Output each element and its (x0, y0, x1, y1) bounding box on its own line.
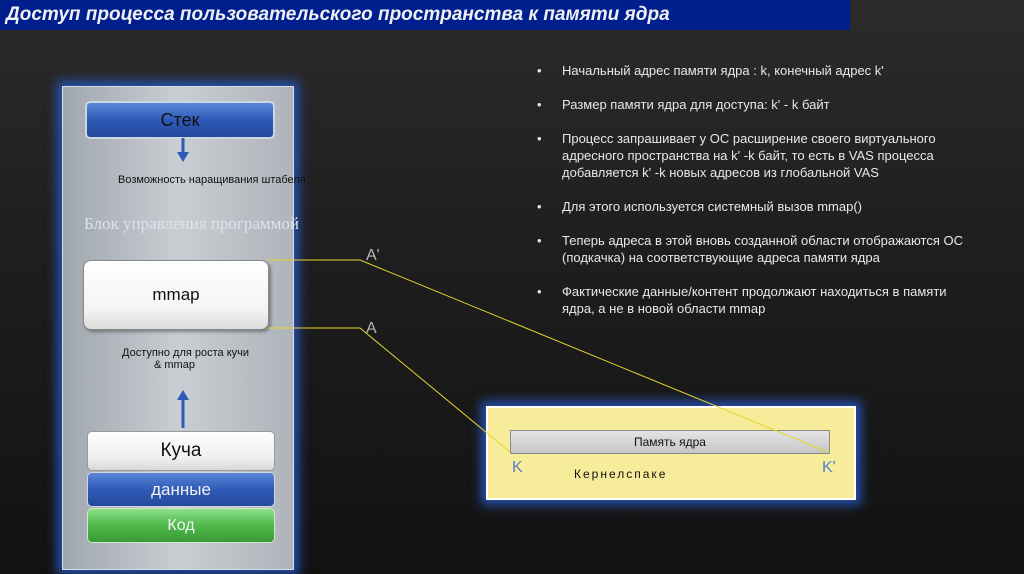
bullet-item: • Фактические данные/контент продолжают находиться в памяти ядра, а не в новой области mmap (537, 283, 967, 317)
program-control-block-label: Блок управления программой (84, 214, 299, 233)
available-growth-label-line1: Доступно для роста кучи (122, 347, 250, 359)
bullet-item: • Размер памяти ядра для доступа: k' - k байт (537, 96, 967, 113)
bullet-item: • Процесс запрашивает у ОС расширение своего виртуального адресного пространства на k' -k байт, то есть в VAS процесса добавляется k' -k новых адресов из глобальной VAS (537, 130, 967, 181)
kernel-start-label: K (512, 459, 523, 476)
kernelspace-label: Кернелспаке (574, 467, 668, 481)
mmap-block: mmap (83, 260, 269, 330)
kernel-end-label: K' (822, 459, 836, 476)
heap-block: Куча (87, 431, 275, 471)
page-title: Доступ процесса пользовательского пространства к памяти ядра (6, 4, 670, 25)
bullet-list (537, 62, 967, 334)
code-block: Код (87, 508, 275, 543)
data-block: данные (87, 472, 275, 507)
stack-growth-label: Возможность наращивания штабеля (118, 174, 306, 186)
bullet-item: • Для этого используется системный вызов mmap() (537, 198, 967, 215)
stack-block: Стек (85, 101, 275, 139)
stack-down-arrow (177, 138, 189, 162)
a-connector (268, 328, 510, 452)
a-label: A (366, 320, 377, 337)
a-prime-label: A' (366, 247, 380, 264)
available-growth-label-line2: & mmap (154, 359, 195, 371)
heap-up-arrow (177, 390, 189, 428)
bullet-item: • Теперь адреса в этой вновь созданной области отображаются ОС (подкачка) на соответствующие адреса памяти ядра (537, 232, 967, 266)
kernel-memory-bar: Память ядра (510, 430, 830, 454)
bullet-item: • Начальный адрес памяти ядра : k, конечный адрес k' (537, 62, 967, 79)
